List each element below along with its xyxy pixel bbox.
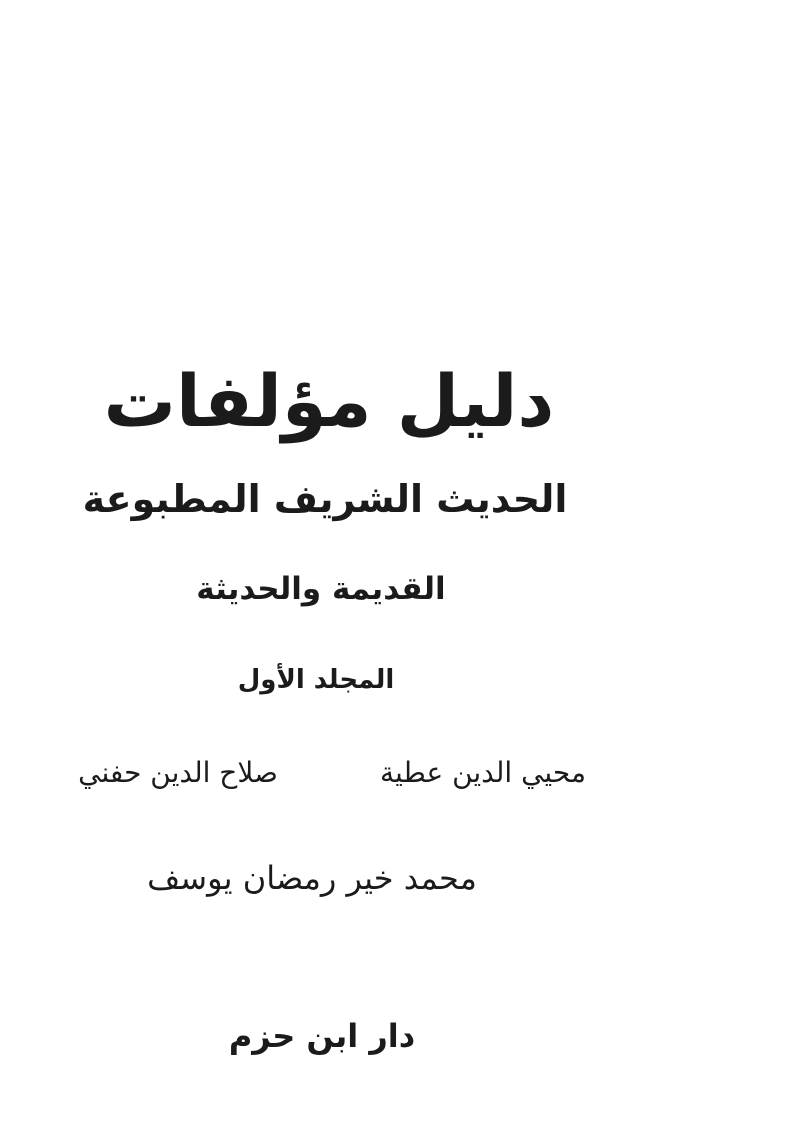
author-name-right: محيي الدين عطية [380,756,586,789]
volume-label: المجلد الأول [237,665,395,695]
book-title-main: دليل مؤلفات [103,359,555,443]
publisher-name: دار ابن حزم [228,1017,416,1055]
author-name-middle: محمد خير رمضان يوسف [147,859,477,897]
edition-line: القديمة والحديثة [196,571,446,607]
author-name-left: صلاح الدين حفني [78,756,278,789]
book-title-sub: الحديث الشريف المطبوعة [82,477,568,521]
